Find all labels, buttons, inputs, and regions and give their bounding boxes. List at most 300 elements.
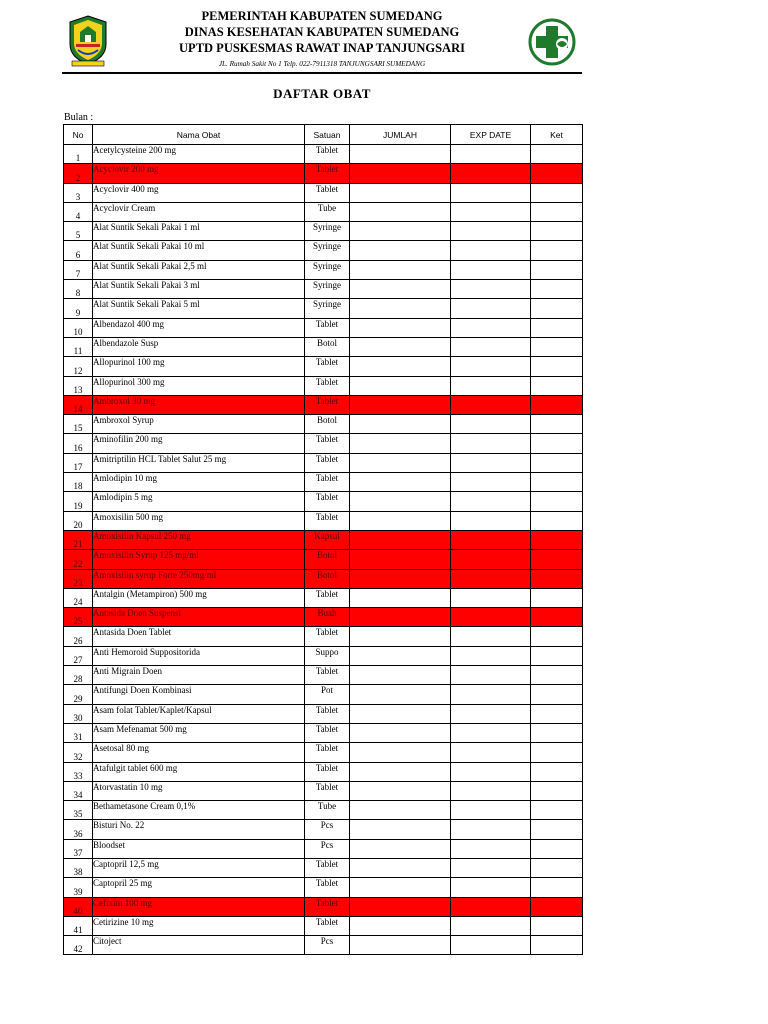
row-ket-cell (531, 395, 583, 414)
row-ket-cell (531, 704, 583, 723)
row-exp-date-cell (451, 743, 531, 762)
row-no: 26 (64, 627, 93, 646)
row-ket-cell (531, 145, 583, 164)
row-no: 10 (64, 318, 93, 337)
row-nama-obat: Acetylcysteine 200 mg (93, 145, 305, 164)
row-ket-cell (531, 646, 583, 665)
row-ket-cell (531, 280, 583, 299)
row-ket-cell (531, 801, 583, 820)
row-no: 20 (64, 511, 93, 530)
row-exp-date-cell (451, 395, 531, 414)
row-exp-date-cell (451, 183, 531, 202)
row-no: 33 (64, 762, 93, 781)
row-jumlah-cell (350, 762, 451, 781)
table-row (64, 511, 583, 530)
row-exp-date-cell (451, 569, 531, 588)
row-nama-obat: Ambroxol 30 mg (93, 395, 305, 414)
row-exp-date-cell (451, 164, 531, 183)
row-ket-cell (531, 781, 583, 800)
row-nama-obat: Antalgin (Metampiron) 500 mg (93, 588, 305, 607)
table-row (64, 820, 583, 839)
row-jumlah-cell (350, 453, 451, 472)
row-satuan: Pot (305, 685, 350, 704)
row-ket-cell (531, 820, 583, 839)
row-exp-date-cell (451, 357, 531, 376)
row-exp-date-cell (451, 550, 531, 569)
puskesmas-logo (526, 16, 578, 68)
row-no: 30 (64, 704, 93, 723)
row-jumlah-cell (350, 145, 451, 164)
row-jumlah-cell (350, 260, 451, 279)
row-no: 12 (64, 357, 93, 376)
row-ket-cell (531, 492, 583, 511)
table-row (64, 916, 583, 935)
table-row (64, 762, 583, 781)
row-exp-date-cell (451, 916, 531, 935)
row-no: 21 (64, 530, 93, 549)
row-satuan: Tablet (305, 453, 350, 472)
row-satuan: Tablet (305, 395, 350, 414)
row-exp-date-cell (451, 453, 531, 472)
row-ket-cell (531, 743, 583, 762)
header-line-3: UPTD PUSKESMAS RAWAT INAP TANJUNGSARI (179, 41, 465, 55)
row-exp-date-cell (451, 723, 531, 742)
row-ket-cell (531, 202, 583, 221)
table-row (64, 530, 583, 549)
row-no: 15 (64, 415, 93, 434)
row-ket-cell (531, 241, 583, 260)
table-row (64, 801, 583, 820)
row-exp-date-cell (451, 492, 531, 511)
row-exp-date-cell (451, 145, 531, 164)
row-ket-cell (531, 878, 583, 897)
row-exp-date-cell (451, 260, 531, 279)
row-satuan: Kapsul (305, 530, 350, 549)
row-satuan: Suppo (305, 646, 350, 665)
table-row (64, 337, 583, 356)
row-exp-date-cell (451, 241, 531, 260)
row-nama-obat: Alat Suntik Sekali Pakai 3 ml (93, 280, 305, 299)
row-nama-obat: Asetosal 80 mg (93, 743, 305, 762)
table-row (64, 569, 583, 588)
row-nama-obat: Alat Suntik Sekali Pakai 10 ml (93, 241, 305, 260)
row-ket-cell (531, 723, 583, 742)
row-ket-cell (531, 550, 583, 569)
row-satuan: Tablet (305, 357, 350, 376)
table-row (64, 550, 583, 569)
row-nama-obat: Albendazole Susp (93, 337, 305, 356)
row-jumlah-cell (350, 666, 451, 685)
row-exp-date-cell (451, 280, 531, 299)
row-jumlah-cell (350, 530, 451, 549)
row-no: 5 (64, 222, 93, 241)
row-ket-cell (531, 936, 583, 955)
column-header-jumlah: JUMLAH (350, 125, 451, 145)
column-header-no: No (64, 125, 93, 145)
row-no: 40 (64, 897, 93, 916)
row-ket-cell (531, 916, 583, 935)
row-jumlah-cell (350, 222, 451, 241)
row-jumlah-cell (350, 299, 451, 318)
row-nama-obat: Asam Mefenamat 500 mg (93, 723, 305, 742)
row-no: 1 (64, 145, 93, 164)
row-satuan: Tablet (305, 762, 350, 781)
row-satuan: Tablet (305, 897, 350, 916)
row-nama-obat: Acyclovir Cream (93, 202, 305, 221)
row-nama-obat: Anti Hemoroid Suppositorida (93, 646, 305, 665)
row-exp-date-cell (451, 473, 531, 492)
row-satuan: Botol (305, 569, 350, 588)
row-nama-obat: Amlodipin 10 mg (93, 473, 305, 492)
row-jumlah-cell (350, 627, 451, 646)
row-exp-date-cell (451, 627, 531, 646)
row-satuan: Tablet (305, 588, 350, 607)
row-no: 31 (64, 723, 93, 742)
row-exp-date-cell (451, 878, 531, 897)
table-row (64, 473, 583, 492)
row-exp-date-cell (451, 897, 531, 916)
row-exp-date-cell (451, 511, 531, 530)
row-ket-cell (531, 318, 583, 337)
table-row (64, 723, 583, 742)
row-jumlah-cell (350, 878, 451, 897)
row-nama-obat: Bethametasone Cream 0,1% (93, 801, 305, 820)
header-line-2: DINAS KESEHATAN KABUPATEN SUMEDANG (184, 25, 460, 39)
table-row (64, 588, 583, 607)
table-row (64, 415, 583, 434)
row-nama-obat: Alat Suntik Sekali Pakai 2,5 ml (93, 260, 305, 279)
row-no: 36 (64, 820, 93, 839)
row-jumlah-cell (350, 202, 451, 221)
row-exp-date-cell (451, 704, 531, 723)
row-exp-date-cell (451, 666, 531, 685)
row-satuan: Botol (305, 337, 350, 356)
row-nama-obat: Albendazol 400 mg (93, 318, 305, 337)
row-ket-cell (531, 685, 583, 704)
row-nama-obat: Amlodipin 5 mg (93, 492, 305, 511)
row-satuan: Tablet (305, 878, 350, 897)
table-row (64, 743, 583, 762)
table-row (64, 897, 583, 916)
row-jumlah-cell (350, 473, 451, 492)
row-no: 8 (64, 280, 93, 299)
row-exp-date-cell (451, 858, 531, 877)
table-row (64, 145, 583, 164)
row-no: 7 (64, 260, 93, 279)
row-exp-date-cell (451, 318, 531, 337)
row-ket-cell (531, 530, 583, 549)
row-no: 39 (64, 878, 93, 897)
row-satuan: Pcs (305, 820, 350, 839)
row-satuan: Buah (305, 608, 350, 627)
row-ket-cell (531, 511, 583, 530)
row-jumlah-cell (350, 280, 451, 299)
row-nama-obat: Antasida Doen Suspensi (93, 608, 305, 627)
row-jumlah-cell (350, 820, 451, 839)
row-ket-cell (531, 337, 583, 356)
row-jumlah-cell (350, 588, 451, 607)
row-satuan: Syringe (305, 222, 350, 241)
row-satuan: Tablet (305, 318, 350, 337)
row-jumlah-cell (350, 858, 451, 877)
row-satuan: Tablet (305, 473, 350, 492)
row-satuan: Tube (305, 801, 350, 820)
row-no: 9 (64, 299, 93, 318)
table-row (64, 260, 583, 279)
row-satuan: Tube (305, 202, 350, 221)
row-no: 32 (64, 743, 93, 762)
row-satuan: Pcs (305, 936, 350, 955)
row-nama-obat: Antasida Doen Tablet (93, 627, 305, 646)
row-exp-date-cell (451, 685, 531, 704)
row-no: 18 (64, 473, 93, 492)
row-satuan: Syringe (305, 280, 350, 299)
row-jumlah-cell (350, 492, 451, 511)
row-satuan: Pcs (305, 839, 350, 858)
table-row (64, 878, 583, 897)
row-no: 34 (64, 781, 93, 800)
row-nama-obat: Amoxisilin 500 mg (93, 511, 305, 530)
row-nama-obat: Asam folat Tablet/Kaplet/Kapsul (93, 704, 305, 723)
row-no: 41 (64, 916, 93, 935)
row-nama-obat: Amoxisilin syrup Forte 250mg/ml (93, 569, 305, 588)
letterhead (62, 8, 582, 74)
table-body (64, 145, 583, 955)
column-header-ket: Ket (531, 125, 583, 145)
row-jumlah-cell (350, 897, 451, 916)
column-header-nama-obat: Nama Obat (93, 125, 305, 145)
table-row (64, 280, 583, 299)
row-jumlah-cell (350, 241, 451, 260)
row-jumlah-cell (350, 646, 451, 665)
row-satuan: Tablet (305, 743, 350, 762)
row-ket-cell (531, 858, 583, 877)
row-jumlah-cell (350, 550, 451, 569)
row-no: 35 (64, 801, 93, 820)
row-no: 6 (64, 241, 93, 260)
row-jumlah-cell (350, 801, 451, 820)
row-jumlah-cell (350, 569, 451, 588)
row-ket-cell (531, 453, 583, 472)
table-row (64, 936, 583, 955)
table-row (64, 646, 583, 665)
row-nama-obat: Atorvastatin 10 mg (93, 781, 305, 800)
row-no: 23 (64, 569, 93, 588)
table-row (64, 453, 583, 472)
table-row (64, 492, 583, 511)
row-nama-obat: Allopurinol 300 mg (93, 376, 305, 395)
row-ket-cell (531, 376, 583, 395)
table-row (64, 376, 583, 395)
row-nama-obat: Cefixim 100 mg (93, 897, 305, 916)
row-ket-cell (531, 666, 583, 685)
row-satuan: Botol (305, 415, 350, 434)
row-exp-date-cell (451, 936, 531, 955)
table-row (64, 434, 583, 453)
table-row (64, 318, 583, 337)
table-row (64, 202, 583, 221)
row-no: 28 (64, 666, 93, 685)
row-jumlah-cell (350, 704, 451, 723)
row-no: 22 (64, 550, 93, 569)
row-jumlah-cell (350, 916, 451, 935)
row-jumlah-cell (350, 936, 451, 955)
table-row (64, 164, 583, 183)
row-nama-obat: Antifungi Doen Kombinasi (93, 685, 305, 704)
row-exp-date-cell (451, 222, 531, 241)
row-nama-obat: Amoxisilin Syrup 125 mg/ml (93, 550, 305, 569)
row-nama-obat: Amoxisilin Kapsul 250 mg (93, 530, 305, 549)
row-no: 4 (64, 202, 93, 221)
table-row (64, 183, 583, 202)
column-header-exp-date: EXP DATE (451, 125, 531, 145)
row-ket-cell (531, 762, 583, 781)
table-row (64, 704, 583, 723)
row-nama-obat: Ambroxol Syrup (93, 415, 305, 434)
row-ket-cell (531, 627, 583, 646)
row-exp-date-cell (451, 415, 531, 434)
row-jumlah-cell (350, 434, 451, 453)
row-nama-obat: Aminofilin 200 mg (93, 434, 305, 453)
row-exp-date-cell (451, 530, 531, 549)
row-ket-cell (531, 434, 583, 453)
row-ket-cell (531, 164, 583, 183)
table-row (64, 222, 583, 241)
table-row (64, 395, 583, 414)
row-satuan: Tablet (305, 492, 350, 511)
row-satuan: Tablet (305, 627, 350, 646)
row-no: 11 (64, 337, 93, 356)
row-satuan: Syringe (305, 260, 350, 279)
row-no: 37 (64, 839, 93, 858)
row-exp-date-cell (451, 839, 531, 858)
row-ket-cell (531, 299, 583, 318)
row-satuan: Tablet (305, 164, 350, 183)
row-no: 38 (64, 858, 93, 877)
table-row (64, 627, 583, 646)
row-exp-date-cell (451, 608, 531, 627)
table-row (64, 685, 583, 704)
row-no: 17 (64, 453, 93, 472)
row-no: 29 (64, 685, 93, 704)
row-ket-cell (531, 897, 583, 916)
row-jumlah-cell (350, 318, 451, 337)
row-no: 27 (64, 646, 93, 665)
row-satuan: Tablet (305, 704, 350, 723)
row-nama-obat: Amitriptilin HCL Tablet Salut 25 mg (93, 453, 305, 472)
row-satuan: Tablet (305, 183, 350, 202)
row-exp-date-cell (451, 820, 531, 839)
row-satuan: Syringe (305, 299, 350, 318)
row-exp-date-cell (451, 801, 531, 820)
row-ket-cell (531, 415, 583, 434)
table-row (64, 858, 583, 877)
column-header-satuan: Satuan (305, 125, 350, 145)
row-jumlah-cell (350, 357, 451, 376)
drug-list-table (63, 124, 583, 955)
row-satuan: Tablet (305, 511, 350, 530)
row-no: 3 (64, 183, 93, 202)
row-nama-obat: Alat Suntik Sekali Pakai 5 ml (93, 299, 305, 318)
row-jumlah-cell (350, 376, 451, 395)
row-satuan: Tablet (305, 376, 350, 395)
table-row (64, 299, 583, 318)
row-nama-obat: Cetirizine 10 mg (93, 916, 305, 935)
header-divider (62, 72, 582, 74)
row-satuan: Tablet (305, 666, 350, 685)
row-exp-date-cell (451, 299, 531, 318)
row-ket-cell (531, 588, 583, 607)
row-no: 2 (64, 164, 93, 183)
table-header-row (64, 125, 583, 145)
header-address: JL. Rumah Sakit No 1 Telp. 022-7911318 TANJUNGSARI SUMEDANG (218, 60, 426, 68)
table-row (64, 608, 583, 627)
row-no: 13 (64, 376, 93, 395)
row-exp-date-cell (451, 646, 531, 665)
kabupaten-sumedang-logo (66, 14, 110, 68)
row-nama-obat: Citoject (93, 936, 305, 955)
row-ket-cell (531, 222, 583, 241)
row-ket-cell (531, 357, 583, 376)
row-exp-date-cell (451, 781, 531, 800)
row-exp-date-cell (451, 337, 531, 356)
row-jumlah-cell (350, 839, 451, 858)
row-satuan: Tablet (305, 723, 350, 742)
table-row (64, 357, 583, 376)
row-jumlah-cell (350, 415, 451, 434)
page-title: DAFTAR OBAT (273, 86, 371, 101)
row-ket-cell (531, 260, 583, 279)
row-jumlah-cell (350, 723, 451, 742)
table-row (64, 666, 583, 685)
row-nama-obat: Allopurinol 100 mg (93, 357, 305, 376)
row-nama-obat: Bloodset (93, 839, 305, 858)
row-satuan: Tablet (305, 916, 350, 935)
row-no: 25 (64, 608, 93, 627)
header-line-1: PEMERINTAH KABUPATEN SUMEDANG (201, 9, 443, 23)
row-exp-date-cell (451, 434, 531, 453)
row-jumlah-cell (350, 183, 451, 202)
row-satuan: Tablet (305, 145, 350, 164)
row-ket-cell (531, 473, 583, 492)
row-nama-obat: Alat Suntik Sekali Pakai 1 ml (93, 222, 305, 241)
row-nama-obat: Acyclovir 400 mg (93, 183, 305, 202)
row-nama-obat: Captopril 12,5 mg (93, 858, 305, 877)
row-jumlah-cell (350, 608, 451, 627)
row-ket-cell (531, 569, 583, 588)
row-satuan: Tablet (305, 434, 350, 453)
row-no: 24 (64, 588, 93, 607)
row-exp-date-cell (451, 588, 531, 607)
row-jumlah-cell (350, 511, 451, 530)
row-ket-cell (531, 183, 583, 202)
row-satuan: Tablet (305, 858, 350, 877)
row-exp-date-cell (451, 202, 531, 221)
bulan-label: Bulan : (64, 112, 94, 123)
row-no: 42 (64, 936, 93, 955)
row-satuan: Botol (305, 550, 350, 569)
row-nama-obat: Bisturi No. 22 (93, 820, 305, 839)
table-row (64, 781, 583, 800)
row-jumlah-cell (350, 164, 451, 183)
table-row (64, 839, 583, 858)
row-no: 19 (64, 492, 93, 511)
row-no: 16 (64, 434, 93, 453)
row-nama-obat: Atafulgit tablet 600 mg (93, 762, 305, 781)
row-jumlah-cell (350, 685, 451, 704)
row-nama-obat: Anti Migrain Doen (93, 666, 305, 685)
row-satuan: Tablet (305, 781, 350, 800)
